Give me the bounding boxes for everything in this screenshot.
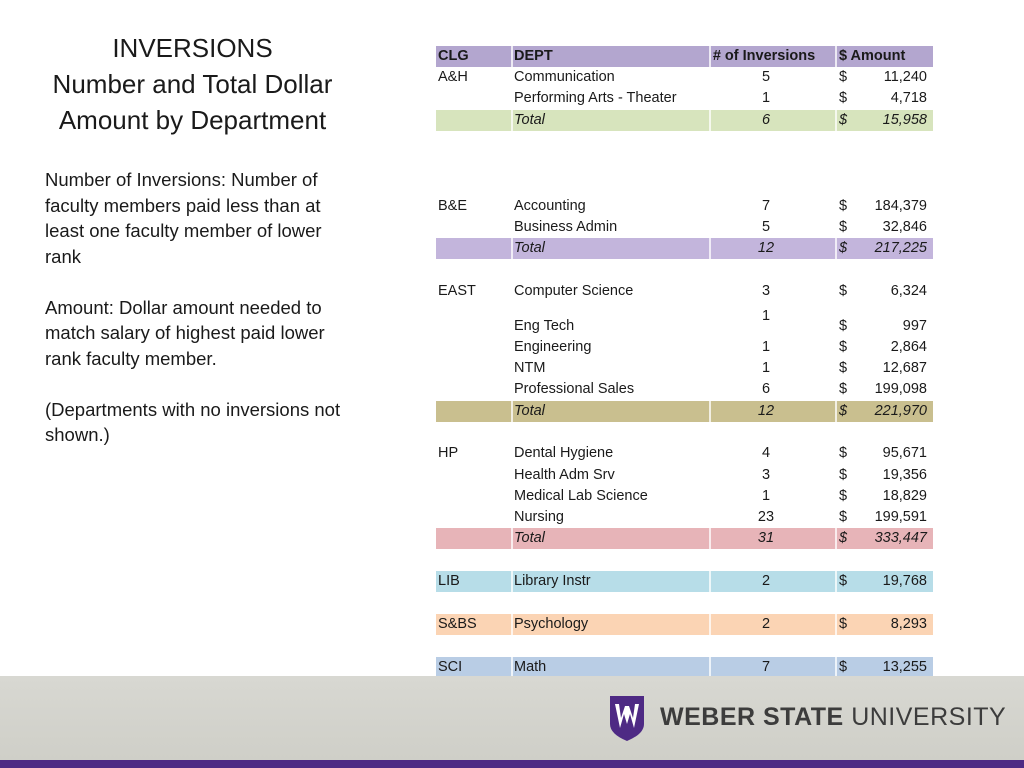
title-line: Amount by Department bbox=[58, 105, 327, 135]
table-header bbox=[436, 46, 933, 67]
cell-amount: 199,591 bbox=[874, 509, 927, 525]
cell-dept: Psychology bbox=[514, 616, 589, 632]
cell-dept: Eng Tech bbox=[514, 318, 575, 334]
cell-separator bbox=[511, 110, 513, 131]
cell-clg bbox=[438, 401, 513, 422]
cell-dollar: $ bbox=[839, 381, 848, 397]
cell-dollar: $ bbox=[839, 112, 848, 128]
cell-clg bbox=[438, 507, 513, 528]
header-dept: DEPT bbox=[514, 48, 553, 64]
title-line: Number and Total Dollar bbox=[52, 69, 333, 99]
cell-clg bbox=[438, 238, 513, 259]
cell-amount: 217,225 bbox=[874, 240, 927, 256]
description-note: (Departments with no inversions not shown.) bbox=[45, 398, 341, 445]
table-row bbox=[436, 67, 933, 88]
page-title bbox=[20, 30, 365, 138]
cell-dollar: $ bbox=[839, 219, 848, 235]
cell-num: 1 bbox=[761, 488, 771, 504]
table-row bbox=[436, 507, 933, 528]
cell-separator bbox=[511, 614, 513, 635]
footer-accent-bar bbox=[0, 760, 1024, 768]
cell-dollar: $ bbox=[839, 339, 848, 355]
description-inversions: Number of Inversions: Number of faculty members paid less than at least one faculty member of lower rank bbox=[45, 169, 322, 267]
cell-clg bbox=[438, 88, 513, 109]
cell-dept: Total bbox=[514, 112, 545, 128]
cell-clg bbox=[438, 110, 513, 131]
cell-separator bbox=[835, 238, 837, 259]
cell-dollar: $ bbox=[839, 283, 848, 299]
cell-dollar: $ bbox=[839, 198, 848, 214]
cell-dollar: $ bbox=[839, 90, 848, 106]
cell-separator bbox=[709, 46, 711, 67]
cell-amount: 19,356 bbox=[882, 467, 927, 483]
cell-num: 5 bbox=[761, 219, 771, 235]
cell-dept: Math bbox=[514, 659, 547, 675]
cell-dept: Engineering bbox=[514, 339, 592, 355]
cell-clg: S&BS bbox=[438, 616, 477, 632]
cell-clg bbox=[438, 486, 513, 507]
cell-separator bbox=[709, 528, 711, 549]
table-total-row bbox=[436, 401, 933, 422]
cell-separator bbox=[835, 571, 837, 592]
cell-amount: 19,768 bbox=[882, 573, 927, 589]
title-line: INVERSIONS bbox=[112, 33, 273, 63]
cell-separator bbox=[709, 238, 711, 259]
wordmark-bold: WEBER STATE bbox=[660, 703, 844, 731]
cell-clg: A&H bbox=[438, 69, 468, 85]
cell-clg: EAST bbox=[438, 283, 476, 299]
cell-dept: Professional Sales bbox=[514, 381, 635, 397]
cell-dept: Health Adm Srv bbox=[514, 467, 615, 483]
cell-dept: Library Instr bbox=[514, 573, 591, 589]
cell-amount: 2,864 bbox=[890, 339, 927, 355]
cell-clg bbox=[438, 528, 513, 549]
table-row bbox=[436, 337, 933, 358]
cell-num: 4 bbox=[761, 445, 771, 461]
cell-amount: 32,846 bbox=[882, 219, 927, 235]
cell-dollar: $ bbox=[839, 467, 848, 483]
cell-separator bbox=[709, 571, 711, 592]
cell-separator bbox=[709, 614, 711, 635]
cell-num: 1 bbox=[761, 360, 771, 376]
cell-dollar: $ bbox=[839, 318, 848, 334]
cell-dollar: $ bbox=[839, 488, 848, 504]
cell-dept: Accounting bbox=[514, 198, 586, 214]
cell-dollar: $ bbox=[839, 659, 848, 675]
cell-num: 23 bbox=[757, 509, 775, 525]
table-row bbox=[436, 379, 933, 400]
cell-amount: 13,255 bbox=[882, 659, 927, 675]
cell-clg: HP bbox=[438, 445, 459, 461]
cell-clg bbox=[438, 217, 513, 238]
cell-num: 6 bbox=[761, 112, 771, 128]
cell-amount: 8,293 bbox=[890, 616, 927, 632]
table-row bbox=[436, 308, 933, 337]
cell-amount: 199,098 bbox=[874, 381, 927, 397]
cell-amount: 333,447 bbox=[874, 530, 927, 546]
description bbox=[45, 167, 350, 473]
cell-dept: Nursing bbox=[514, 509, 564, 525]
cell-dept: Total bbox=[514, 240, 545, 256]
cell-dollar: $ bbox=[839, 360, 848, 376]
cell-dept: Medical Lab Science bbox=[514, 488, 648, 504]
cell-separator bbox=[511, 571, 513, 592]
cell-separator bbox=[835, 401, 837, 422]
cell-num: 12 bbox=[757, 403, 775, 419]
cell-num: 1 bbox=[761, 308, 771, 324]
cell-num: 1 bbox=[761, 90, 771, 106]
cell-dept: Performing Arts - Theater bbox=[514, 90, 677, 106]
cell-num: 7 bbox=[761, 659, 771, 675]
cell-dept: Communication bbox=[514, 69, 615, 85]
table-row bbox=[436, 486, 933, 507]
header-amount: $ Amount bbox=[839, 48, 906, 64]
cell-dept: Dental Hygiene bbox=[514, 445, 614, 461]
cell-amount: 4,718 bbox=[890, 90, 927, 106]
cell-num: 7 bbox=[761, 198, 771, 214]
cell-separator bbox=[511, 657, 513, 678]
table-row bbox=[436, 443, 933, 464]
cell-dept: Computer Science bbox=[514, 283, 634, 299]
cell-clg bbox=[438, 316, 513, 337]
cell-dollar: $ bbox=[839, 445, 848, 461]
cell-amount: 18,829 bbox=[882, 488, 927, 504]
cell-amount: 15,958 bbox=[882, 112, 927, 128]
cell-separator bbox=[511, 46, 513, 67]
cell-separator bbox=[835, 657, 837, 678]
cell-clg: B&E bbox=[438, 198, 468, 214]
cell-separator bbox=[511, 238, 513, 259]
cell-num: 2 bbox=[761, 573, 771, 589]
cell-num: 31 bbox=[757, 530, 775, 546]
cell-amount: 11,240 bbox=[883, 69, 927, 85]
weber-state-shield-icon bbox=[608, 694, 646, 742]
cell-clg bbox=[438, 358, 513, 379]
cell-num: 3 bbox=[761, 467, 771, 483]
cell-separator bbox=[835, 614, 837, 635]
cell-separator bbox=[835, 110, 837, 131]
cell-clg bbox=[438, 465, 513, 486]
cell-num: 6 bbox=[761, 381, 771, 397]
cell-clg: SCI bbox=[438, 659, 463, 675]
table-row bbox=[436, 571, 933, 592]
cell-amount: 12,687 bbox=[882, 360, 927, 376]
table-total-row bbox=[436, 238, 933, 259]
table-row bbox=[436, 614, 933, 635]
cell-amount: 6,324 bbox=[890, 283, 927, 299]
header-num: # of Inversions bbox=[712, 48, 816, 64]
cell-num: 2 bbox=[761, 616, 771, 632]
table-row bbox=[436, 217, 933, 238]
cell-amount: 997 bbox=[902, 318, 927, 334]
cell-clg bbox=[438, 379, 513, 400]
cell-num: 3 bbox=[761, 283, 771, 299]
cell-dollar: $ bbox=[839, 509, 848, 525]
cell-clg: LIB bbox=[438, 573, 460, 589]
cell-separator bbox=[511, 401, 513, 422]
cell-num: 12 bbox=[757, 240, 775, 256]
cell-separator bbox=[511, 528, 513, 549]
table-row bbox=[436, 657, 933, 678]
cell-separator bbox=[835, 46, 837, 67]
cell-num: 5 bbox=[761, 69, 771, 85]
cell-dept: Total bbox=[514, 403, 545, 419]
description-amount: Amount: Dollar amount needed to match salary of highest paid lower rank faculty member. bbox=[45, 296, 325, 369]
cell-amount: 221,970 bbox=[874, 403, 927, 419]
cell-separator bbox=[709, 401, 711, 422]
cell-amount: 184,379 bbox=[874, 198, 927, 214]
cell-dept: Business Admin bbox=[514, 219, 618, 235]
cell-separator bbox=[709, 110, 711, 131]
table-total-row bbox=[436, 110, 933, 131]
cell-dollar: $ bbox=[839, 69, 848, 85]
university-wordmark bbox=[660, 701, 1006, 733]
cell-separator bbox=[709, 657, 711, 678]
cell-dollar: $ bbox=[839, 403, 848, 419]
cell-dept: Total bbox=[514, 530, 545, 546]
table-row bbox=[436, 358, 933, 379]
cell-dept: NTM bbox=[514, 360, 546, 376]
table-row bbox=[436, 465, 933, 486]
cell-amount: 95,671 bbox=[882, 445, 927, 461]
header-clg: CLG bbox=[438, 48, 469, 64]
cell-dollar: $ bbox=[839, 240, 848, 256]
cell-dollar: $ bbox=[839, 530, 848, 546]
table-total-row bbox=[436, 528, 933, 549]
table-row bbox=[436, 281, 933, 302]
cell-num: 1 bbox=[761, 339, 771, 355]
cell-dollar: $ bbox=[839, 616, 848, 632]
wordmark-regular: UNIVERSITY bbox=[851, 703, 1007, 731]
table-row bbox=[436, 196, 933, 217]
cell-separator bbox=[835, 528, 837, 549]
table-row bbox=[436, 88, 933, 109]
cell-dollar: $ bbox=[839, 573, 848, 589]
cell-clg bbox=[438, 337, 513, 358]
